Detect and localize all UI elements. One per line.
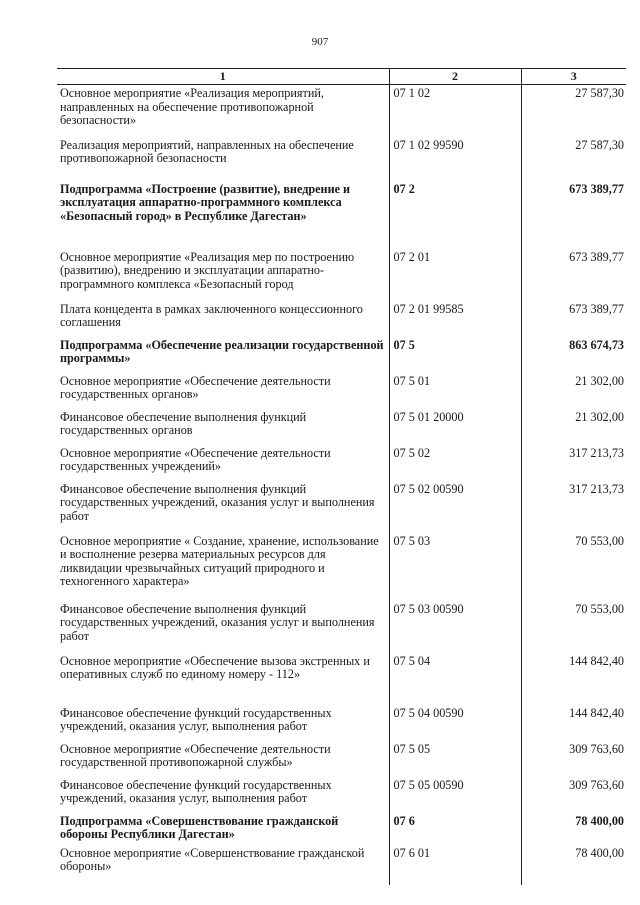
row-code-cell: 07 1 02 xyxy=(389,85,521,137)
row-name-cell: Плата концедента в рамках заключенного концессионного соглашения xyxy=(60,301,363,330)
row-amount-cell: 27 587,30 xyxy=(521,85,626,137)
column-header-name: 1 xyxy=(57,69,389,85)
row-name-cell: Основное мероприятие «Обеспечение вызова экстренных и оперативных служб по единому номеру - 112» xyxy=(60,653,370,682)
row-code-cell: 07 2 xyxy=(389,181,521,249)
row-code-cell: 07 5 04 00590 xyxy=(389,705,521,741)
table-row xyxy=(57,373,626,409)
row-code-cell: 07 5 02 00590 xyxy=(389,481,521,533)
row-code-cell: 07 1 02 99590 xyxy=(389,137,521,181)
table-row xyxy=(57,813,626,845)
row-name-cell: Основное мероприятие «Совершенствование гражданской обороны» xyxy=(60,845,365,874)
table-row xyxy=(57,601,626,653)
row-amount-cell: 27 587,30 xyxy=(521,137,626,181)
row-name-cell: Реализация мероприятий, направленных на обеспечение противопожарной безопасности xyxy=(60,137,354,166)
table-row xyxy=(57,741,626,777)
row-code-cell: 07 5 04 xyxy=(389,653,521,705)
row-code-cell: 07 5 05 00590 xyxy=(389,777,521,813)
row-code-cell: 07 5 03 xyxy=(389,533,521,601)
row-amount-cell: 78 400,00 xyxy=(521,845,626,885)
row-name-cell: Подпрограмма «Обеспечение реализации государственной программы» xyxy=(60,337,384,366)
row-amount-cell: 70 553,00 xyxy=(521,601,626,653)
row-name-cell: Финансовое обеспечение выполнения функций государственных учреждений, оказания услуг и выполнения работ xyxy=(60,481,375,523)
row-amount-cell: 673 389,77 xyxy=(521,249,626,301)
row-name-cell: Основное мероприятие «Обеспечение деятельности государственных учреждений» xyxy=(60,445,331,474)
table-row xyxy=(57,705,626,741)
row-name-cell: Финансовое обеспечение функций государственных учреждений, оказания услуг, выполнения работ xyxy=(60,777,332,806)
table-row xyxy=(57,85,626,137)
row-amount-cell: 317 213,73 xyxy=(521,445,626,481)
table-row xyxy=(57,409,626,445)
table-header-row xyxy=(57,69,626,85)
row-amount-cell: 78 400,00 xyxy=(521,813,626,845)
column-header-code: 2 xyxy=(389,69,521,85)
row-code-cell: 07 5 05 xyxy=(389,741,521,777)
row-code-cell: 07 6 xyxy=(389,813,521,845)
page-number: 907 xyxy=(311,36,329,48)
row-name-cell: Финансовое обеспечение выполнения функций государственных органов xyxy=(60,409,307,438)
row-code-cell: 07 6 01 xyxy=(389,845,521,885)
row-code-cell: 07 5 01 20000 xyxy=(389,409,521,445)
row-code-cell: 07 5 02 xyxy=(389,445,521,481)
row-amount-cell: 144 842,40 xyxy=(521,653,626,705)
row-code-cell: 07 2 01 xyxy=(389,249,521,301)
column-header-amount: 3 xyxy=(521,69,626,85)
table-row xyxy=(57,445,626,481)
budget-table xyxy=(57,68,626,885)
table-row xyxy=(57,249,626,301)
row-amount-cell: 21 302,00 xyxy=(521,409,626,445)
row-code-cell: 07 5 03 00590 xyxy=(389,601,521,653)
row-amount-cell: 673 389,77 xyxy=(521,181,626,249)
table-row xyxy=(57,777,626,813)
row-amount-cell: 144 842,40 xyxy=(521,705,626,741)
table-row xyxy=(57,301,626,337)
row-amount-cell: 863 674,73 xyxy=(521,337,626,373)
table-row xyxy=(57,845,626,885)
row-name-cell: Подпрограмма «Построение (развитие), внедрение и эксплуатация аппаратно-программного комплекса «Безопасный город» в Республике Дагестан» xyxy=(60,181,351,223)
row-name-cell: Основное мероприятие «Реализация мер по построению (развитию), внедрению и эксплуатации аппаратно-программного комплекса «Безопасный город xyxy=(60,249,355,291)
row-name-cell: Финансовое обеспечение выполнения функций государственных учреждений, оказания услуг и выполнения работ xyxy=(60,601,375,643)
row-code-cell: 07 5 xyxy=(389,337,521,373)
row-name-cell: Основное мероприятие «Обеспечение деятельности государственной противопожарной службы» xyxy=(60,741,331,770)
table-row xyxy=(57,653,626,705)
row-code-cell: 07 2 01 99585 xyxy=(389,301,521,337)
row-amount-cell: 309 763,60 xyxy=(521,741,626,777)
row-name-cell: Основное мероприятие «Реализация мероприятий, направленных на обеспечение противопожарной безопасности» xyxy=(60,86,324,128)
row-amount-cell: 317 213,73 xyxy=(521,481,626,533)
row-amount-cell: 21 302,00 xyxy=(521,373,626,409)
row-amount-cell: 70 553,00 xyxy=(521,533,626,601)
row-name-cell: Основное мероприятие « Создание, хранение, использование и восполнение резерва материальных ресурсов для ликвидации чрезвычайных ситуаций природного и техногенного характера» xyxy=(60,533,379,589)
row-name-cell: Основное мероприятие «Обеспечение деятельности государственных органов» xyxy=(60,373,331,402)
row-name-cell: Финансовое обеспечение функций государственных учреждений, оказания услуг, выполнения работ xyxy=(60,705,332,734)
table-row xyxy=(57,337,626,373)
table-row xyxy=(57,137,626,181)
table-row xyxy=(57,533,626,601)
table-row xyxy=(57,481,626,533)
row-name-cell: Подпрограмма «Совершенствование гражданской обороны Республики Дагестан» xyxy=(60,813,339,842)
row-code-cell: 07 5 01 xyxy=(389,373,521,409)
row-amount-cell: 673 389,77 xyxy=(521,301,626,337)
row-amount-cell: 309 763,60 xyxy=(521,777,626,813)
table-row xyxy=(57,181,626,249)
